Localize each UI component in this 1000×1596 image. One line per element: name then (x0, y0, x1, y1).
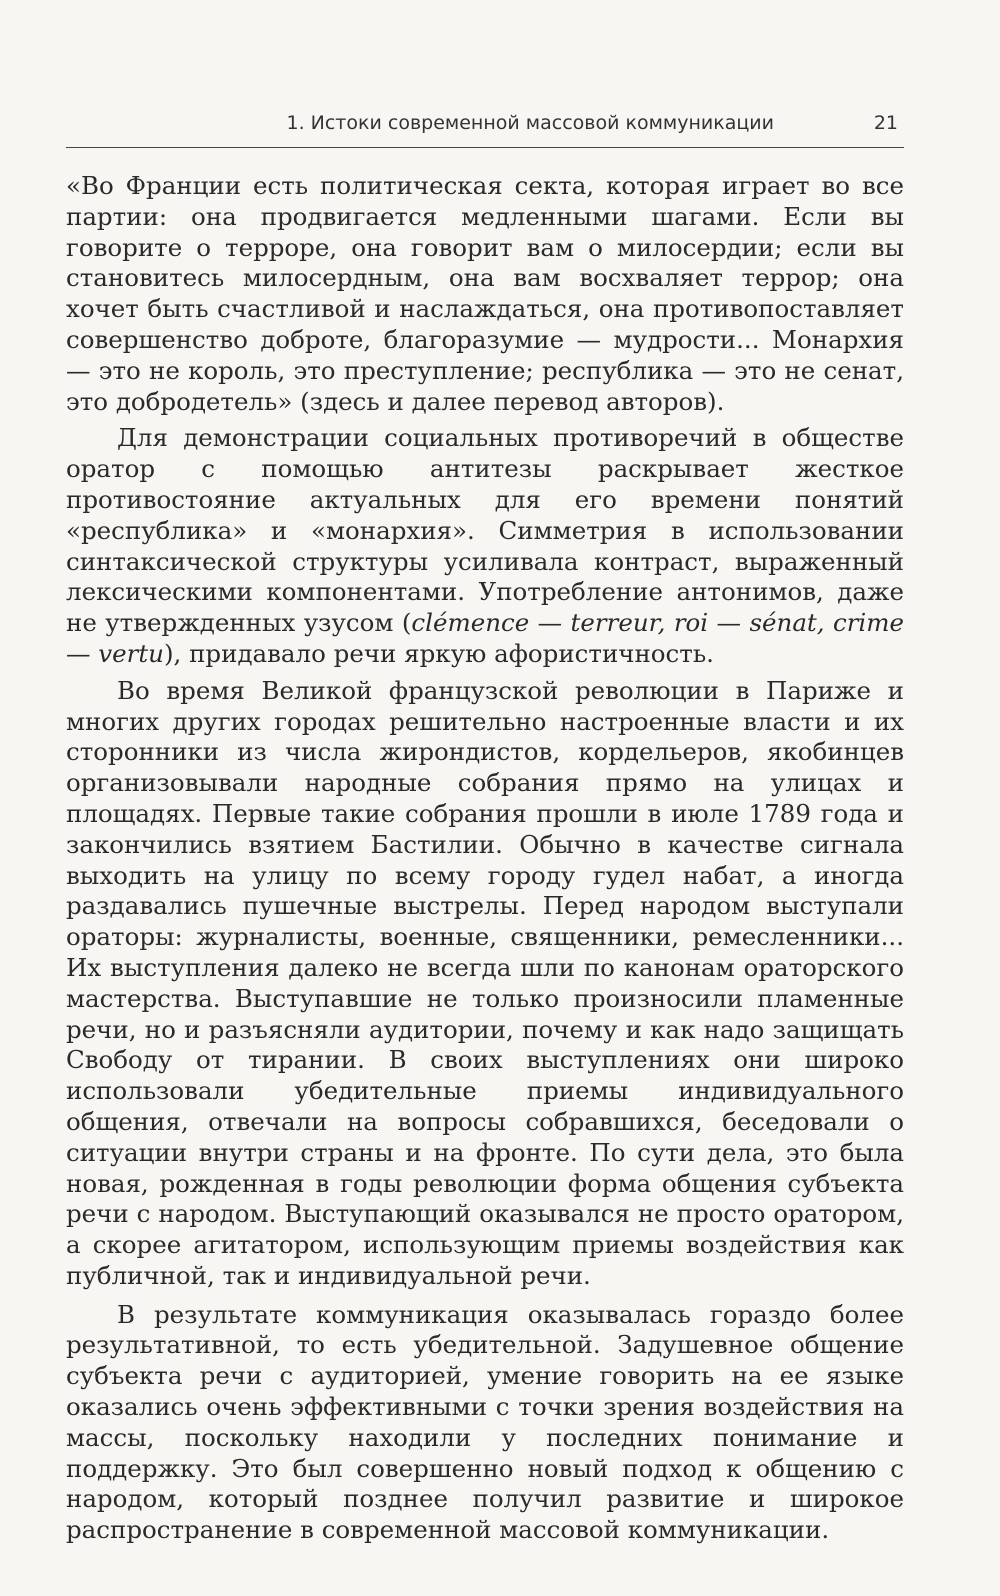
book-page (66, 0, 904, 1596)
running-head (66, 112, 904, 144)
chapter-title: 1. Истоки современной массовой коммуникации (286, 112, 774, 134)
header-rule (66, 147, 904, 148)
french-antonyms: clémence — terreur, roi — sénat, crime — vertu (66, 608, 904, 668)
paragraph-result: В результате коммуникация оказывалась гораздо более результативной, то есть убедительной. Задушевное общение субъекта речи с аудиторией, умение говорить на ее языке оказались очень эффективными с точки зрения воздействия на массы, поскольку находили у последних понимание и поддержку. Это был совершенно новый подход к общению с народом, который позднее получил развитие и широкое распространение в современной массовой коммуникации. (66, 1299, 904, 1545)
page-number: 21 (873, 112, 898, 134)
paragraph-antithesis-end: ), придавало речи яркую афористичность. (163, 638, 714, 668)
paragraph-revolution: Во время Великой французской революции в Париже и многих других городах решительно настроенные власти и их сторонники из числа жирондистов, кордельеров, якобинцев организовывали народные собрания прямо на улицах и площадях. Первые такие собрания прошли в июле 1789 года и закончились взятием Бастилии. Обычно в качестве сигнала выходить на улицу по всему городу гудел набат, а иногда раздавались пушечные выстрелы. Перед народом выступали ораторы: журналисты, военные, священники, ремесленники... Их выступления далеко не всегда шли по канонам ораторского мастерства. Выступавшие не только произносили пламенные речи, но и разъясняли аудитории, почему и как надо защищать Свободу от тирании. В своих выступлениях они широко использовали убедительные приемы индивидуального общения, отвечали на вопросы собравшихся, беседовали о ситуации внутри страны и на фронте. По сути дела, это была новая, рожденная в годы революции форма общения субъекта речи с народом. Выступающий оказывался не просто оратором, а скорее агитатором, использующим приемы воздействия как публичной, так и индивидуальной речи. (66, 675, 904, 1290)
paragraph-antithesis (66, 423, 904, 669)
body-text (66, 171, 904, 1546)
paragraph-quote: «Во Франции есть политическая секта, которая играет во все партии: она продвигается медленными шагами. Если вы говорите о терроре, она говорит вам о милосердии; если вы становитесь милосердным, она вам восхваляет террор; она хочет быть счастливой и наслаждаться, она противопоставляет совершенство доброте, благоразумие — мудрости... Монархия — это не король, это преступление; республика — это не сенат, это добродетель» (здесь и далее перевод авторов). (66, 171, 904, 416)
paragraph-antithesis-start: Для демонстрации социальных противоречий в обществе оратор с помощью антитезы раскрывает жесткое противостояние актуальных для его времени понятий «республика» и «монархия». Симметрия в использовании синтаксической структуры усиливала контраст, выраженный лексическими компонентами. Употребление антонимов, даже не утвержденных узусом ( (66, 423, 904, 638)
